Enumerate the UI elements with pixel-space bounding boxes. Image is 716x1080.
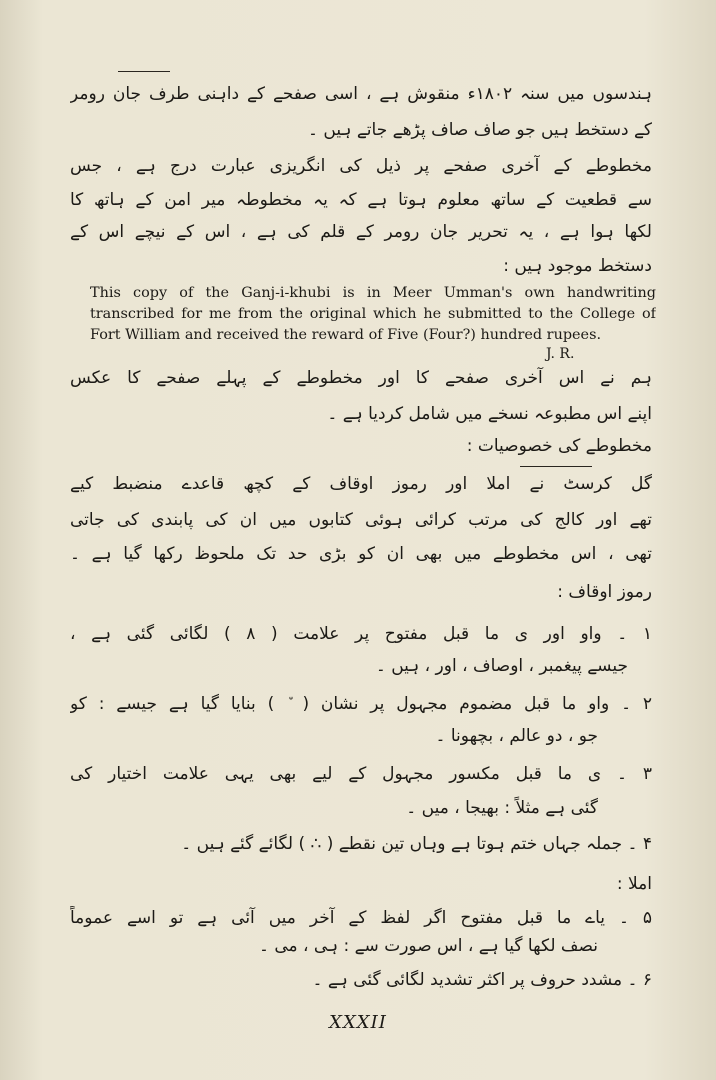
overline-mark (118, 71, 170, 72)
rule-5-line-1: ۵ ۔ یاے ما قبل مفتوح اگر لفظ کے آخر میں آئی ہے تو اسے عموماً (70, 908, 652, 928)
text-line-9: گل کرسٹ نے املا اور رموز اوقاف کے کچھ قاعدے منضبط کیے (70, 474, 652, 494)
rule-3-line-1: ۳ ۔ ی ما قبل مکسور مجہول کے لیے بھی یہی علامت اختیار کی (70, 764, 652, 784)
text-line-2: کے دستخط ہیں جو صاف صاف پڑھے جاتے ہیں ۔ (308, 120, 652, 140)
overline-mark (520, 466, 592, 467)
english-note-line-1: This copy of the Ganj-i-khubi is in Meer Umman's own handwriting (90, 285, 656, 301)
text-line-3: مخطوطے کے آخری صفحے پر ذیل کی انگریزی عبارت درج ہے ، جس (70, 156, 652, 176)
section-heading-features: مخطوطے کی خصوصیات : (466, 436, 652, 456)
section-heading-orthography: املا : (616, 874, 652, 894)
text-line-10: تھے اور کالج کی مرتب کرائی ہوئی کتابوں میں ان کی پابندی کی جاتی (70, 510, 652, 530)
rule-4-line-1: ۴ ۔ جملہ جہاں ختم ہوتا ہے وہاں تین نقطے ( ∴ ) لگائے گئے ہیں ۔ (181, 834, 652, 854)
signature-initials: J. R. (546, 346, 575, 362)
english-note-line-3: Fort William and received the reward of Five (Four?) hundred rupees. (90, 327, 602, 343)
rule-3-line-2: گئی ہے مثلاً : بھیجا ، میں ۔ (406, 798, 598, 818)
rule-1-line-2: جیسے پیغمبر ، اوصاف ، اور ، ہیں ۔ (375, 656, 628, 676)
page-number: XXXII (329, 1012, 387, 1033)
text-line-5: لکھا ہوا ہے ، یہ تحریر جان رومر کے قلم کی ہے ، اس کے نیچے اس کے (70, 222, 652, 242)
section-heading-punctuation: رموز اوقاف : (557, 582, 652, 602)
rule-5-line-2: نصف لکھا گیا ہے ، اس صورت سے : ہی ، می ۔ (258, 936, 598, 956)
rule-6-line-1: ۶ ۔ مشدد حروف پر اکثر تشدید لگائی گئی ہے ۔ (312, 970, 652, 990)
text-line-11: تھی ، اس مخطوطے میں بھی ان کو بڑی حد تک ملحوظ رکھا گیا ہے ۔ (70, 544, 652, 564)
english-note-line-2: transcribed for me from the original which he submitted to the College of (90, 306, 656, 322)
text-line-8: اپنے اس مطبوعہ نسخے میں شامل کردیا ہے ۔ (327, 404, 652, 424)
text-line-4: سے قطعیت کے ساتھ معلوم ہوتا ہے کہ یہ مخطوطہ میر امن کے ہاتھ کا (70, 190, 652, 210)
text-line-1: ہندسوں میں سنہ ۱۸۰۲ء منقوش ہے ، اسی صفحے کے داہنی طرف جان رومر (70, 84, 652, 104)
rule-2-line-2: جو ، دو عالم ، بچھونا ۔ (435, 726, 598, 746)
rule-1-line-1: ۱ ۔ واو اور ی ما قبل مفتوح پر علامت ( ۸ ) لگائی گئی ہے ، (70, 624, 652, 644)
text-line-7: ہم نے اس آخری صفحے کا اور مخطوطے کے پہلے صفحے کا عکس (70, 368, 652, 388)
rule-2-line-1: ۲ ۔ واو ما قبل مضموم مجہول پر نشان ( ٘ ) بنایا گیا ہے جیسے : کو (70, 694, 652, 714)
text-line-6: دستخط موجود ہیں : (503, 256, 652, 276)
